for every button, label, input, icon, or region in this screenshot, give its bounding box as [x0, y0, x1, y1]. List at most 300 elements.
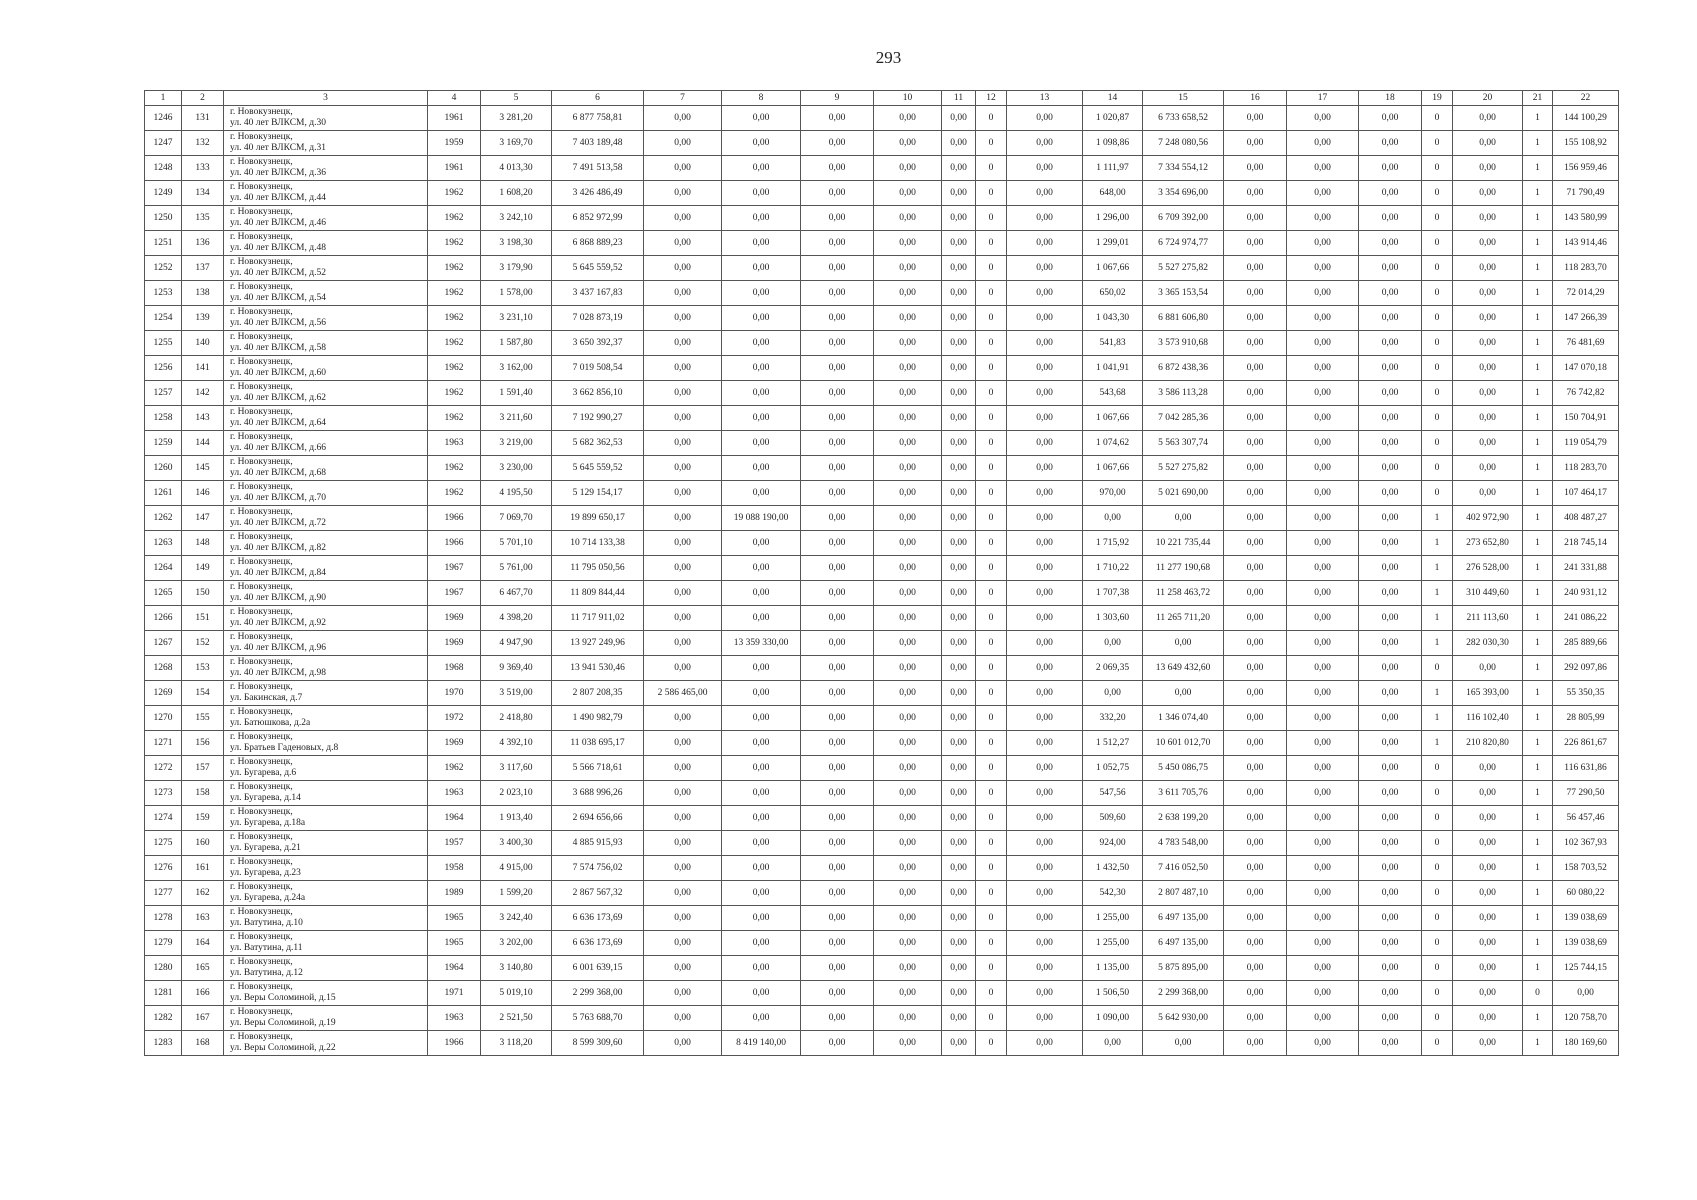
value-cell-col-15: 0,00 [1224, 806, 1287, 831]
address-city: г. Новокузнецк, [230, 157, 293, 167]
value-cell-col-6: 0,00 [644, 256, 722, 281]
value-cell-col-15: 0,00 [1224, 756, 1287, 781]
value-cell-col-3: 1963 [428, 431, 481, 456]
value-cell-col-13: 1 135,00 [1083, 956, 1143, 981]
value-cell-col-18: 0 [1422, 1006, 1453, 1031]
value-cell-col-21: 180 169,60 [1553, 1031, 1619, 1056]
address-cell [224, 206, 428, 231]
value-cell-col-21: 107 464,17 [1553, 481, 1619, 506]
value-cell-col-9: 0,00 [874, 256, 942, 281]
value-cell-col-5: 6 636 173,69 [552, 906, 644, 931]
table-row [145, 531, 1619, 556]
value-cell-col-7: 0,00 [722, 756, 801, 781]
value-cell-col-18: 1 [1422, 506, 1453, 531]
address-street: ул. 40 лет ВЛКСМ, д.96 [230, 643, 326, 653]
value-cell-col-11: 0 [976, 906, 1007, 931]
value-cell-col-12: 0,00 [1007, 956, 1083, 981]
value-cell-col-8: 0,00 [801, 706, 874, 731]
value-cell-col-13: 1 506,50 [1083, 981, 1143, 1006]
sub-number: 163 [182, 906, 224, 931]
sub-number: 168 [182, 1031, 224, 1056]
address-city: г. Новокузнецк, [230, 932, 293, 942]
value-cell-col-3: 1989 [428, 881, 481, 906]
address-cell [224, 106, 428, 131]
value-cell-col-3: 1961 [428, 156, 481, 181]
row-number: 1270 [145, 706, 182, 731]
value-cell-col-20: 1 [1523, 106, 1553, 131]
address-street: ул. Бугарева, д.23 [230, 868, 301, 878]
value-cell-col-20: 1 [1523, 156, 1553, 181]
value-cell-col-6: 0,00 [644, 981, 722, 1006]
sub-number: 165 [182, 956, 224, 981]
table-row [145, 556, 1619, 581]
value-cell-col-9: 0,00 [874, 406, 942, 431]
value-cell-col-14: 4 783 548,00 [1143, 831, 1224, 856]
value-cell-col-21: 156 959,46 [1553, 156, 1619, 181]
row-number: 1273 [145, 781, 182, 806]
address-street: ул. 40 лет ВЛКСМ, д.70 [230, 493, 326, 503]
value-cell-col-17: 0,00 [1359, 281, 1422, 306]
value-cell-col-16: 0,00 [1287, 131, 1359, 156]
value-cell-col-18: 0 [1422, 256, 1453, 281]
value-cell-col-10: 0,00 [942, 781, 976, 806]
address-cell [224, 356, 428, 381]
table-row [145, 906, 1619, 931]
value-cell-col-21: 158 703,52 [1553, 856, 1619, 881]
value-cell-col-6: 0,00 [644, 731, 722, 756]
value-cell-col-20: 1 [1523, 281, 1553, 306]
value-cell-col-21: 120 758,70 [1553, 1006, 1619, 1031]
value-cell-col-21: 118 283,70 [1553, 456, 1619, 481]
address-city: г. Новокузнецк, [230, 957, 293, 967]
table-row [145, 306, 1619, 331]
value-cell-col-16: 0,00 [1287, 256, 1359, 281]
value-cell-col-14: 0,00 [1143, 681, 1224, 706]
value-cell-col-3: 1962 [428, 356, 481, 381]
value-cell-col-18: 1 [1422, 631, 1453, 656]
address-street: ул. 40 лет ВЛКСМ, д.58 [230, 343, 326, 353]
value-cell-col-15: 0,00 [1224, 556, 1287, 581]
value-cell-col-16: 0,00 [1287, 281, 1359, 306]
value-cell-col-10: 0,00 [942, 106, 976, 131]
address-street: ул. 40 лет ВЛКСМ, д.72 [230, 518, 326, 528]
value-cell-col-10: 0,00 [942, 731, 976, 756]
value-cell-col-13: 547,56 [1083, 781, 1143, 806]
value-cell-col-6: 0,00 [644, 106, 722, 131]
address-street: ул. 40 лет ВЛКСМ, д.48 [230, 243, 326, 253]
value-cell-col-17: 0,00 [1359, 556, 1422, 581]
table-row [145, 781, 1619, 806]
value-cell-col-20: 1 [1523, 556, 1553, 581]
value-cell-col-9: 0,00 [874, 756, 942, 781]
value-cell-col-8: 0,00 [801, 731, 874, 756]
value-cell-col-7: 0,00 [722, 806, 801, 831]
sub-number: 167 [182, 1006, 224, 1031]
address-cell [224, 331, 428, 356]
address-street: ул. Братьев Гаденовых, д.8 [230, 743, 339, 753]
value-cell-col-15: 0,00 [1224, 506, 1287, 531]
value-cell-col-15: 0,00 [1224, 256, 1287, 281]
value-cell-col-8: 0,00 [801, 206, 874, 231]
table-row [145, 456, 1619, 481]
row-number: 1279 [145, 931, 182, 956]
value-cell-col-20: 1 [1523, 1031, 1553, 1056]
value-cell-col-7: 0,00 [722, 706, 801, 731]
value-cell-col-9: 0,00 [874, 581, 942, 606]
table-row [145, 381, 1619, 406]
value-cell-col-9: 0,00 [874, 306, 942, 331]
value-cell-col-9: 0,00 [874, 331, 942, 356]
address-cell [224, 256, 428, 281]
value-cell-col-16: 0,00 [1287, 481, 1359, 506]
value-cell-col-14: 11 277 190,68 [1143, 556, 1224, 581]
value-cell-col-5: 5 129 154,17 [552, 481, 644, 506]
address-city: г. Новокузнецк, [230, 207, 293, 217]
value-cell-col-4: 4 392,10 [481, 731, 552, 756]
value-cell-col-6: 0,00 [644, 656, 722, 681]
value-cell-col-16: 0,00 [1287, 931, 1359, 956]
value-cell-col-6: 0,00 [644, 481, 722, 506]
value-cell-col-21: 60 080,22 [1553, 881, 1619, 906]
value-cell-col-3: 1962 [428, 206, 481, 231]
value-cell-col-7: 0,00 [722, 556, 801, 581]
value-cell-col-3: 1969 [428, 631, 481, 656]
value-cell-col-18: 0 [1422, 181, 1453, 206]
value-cell-col-11: 0 [976, 956, 1007, 981]
value-cell-col-17: 0,00 [1359, 781, 1422, 806]
value-cell-col-15: 0,00 [1224, 381, 1287, 406]
sub-number: 164 [182, 931, 224, 956]
value-cell-col-8: 0,00 [801, 556, 874, 581]
value-cell-col-19: 0,00 [1453, 106, 1523, 131]
table-row [145, 856, 1619, 881]
sub-number: 150 [182, 581, 224, 606]
address-street: ул. 40 лет ВЛКСМ, д.84 [230, 568, 326, 578]
column-header-16: 16 [1224, 91, 1287, 106]
value-cell-col-18: 0 [1422, 656, 1453, 681]
value-cell-col-10: 0,00 [942, 506, 976, 531]
value-cell-col-18: 0 [1422, 381, 1453, 406]
value-cell-col-12: 0,00 [1007, 231, 1083, 256]
address-street: ул. Ватутина, д.10 [230, 918, 303, 928]
column-header-19: 19 [1422, 91, 1453, 106]
row-number: 1260 [145, 456, 182, 481]
address-city: г. Новокузнецк, [230, 807, 293, 817]
value-cell-col-12: 0,00 [1007, 506, 1083, 531]
value-cell-col-10: 0,00 [942, 631, 976, 656]
address-cell [224, 456, 428, 481]
value-cell-col-20: 1 [1523, 581, 1553, 606]
value-cell-col-4: 3 230,00 [481, 456, 552, 481]
value-cell-col-12: 0,00 [1007, 531, 1083, 556]
value-cell-col-14: 0,00 [1143, 631, 1224, 656]
value-cell-col-20: 1 [1523, 931, 1553, 956]
value-cell-col-15: 0,00 [1224, 831, 1287, 856]
value-cell-col-16: 0,00 [1287, 706, 1359, 731]
row-number: 1254 [145, 306, 182, 331]
value-cell-col-5: 6 636 173,69 [552, 931, 644, 956]
address-city: г. Новокузнецк, [230, 982, 293, 992]
value-cell-col-16: 0,00 [1287, 156, 1359, 181]
column-header-18: 18 [1359, 91, 1422, 106]
value-cell-col-15: 0,00 [1224, 356, 1287, 381]
value-cell-col-6: 0,00 [644, 756, 722, 781]
row-number: 1253 [145, 281, 182, 306]
value-cell-col-7: 0,00 [722, 781, 801, 806]
value-cell-col-14: 11 258 463,72 [1143, 581, 1224, 606]
value-cell-col-15: 0,00 [1224, 281, 1287, 306]
table-row [145, 331, 1619, 356]
value-cell-col-17: 0,00 [1359, 181, 1422, 206]
sub-number: 136 [182, 231, 224, 256]
value-cell-col-16: 0,00 [1287, 581, 1359, 606]
value-cell-col-8: 0,00 [801, 956, 874, 981]
value-cell-col-12: 0,00 [1007, 831, 1083, 856]
value-cell-col-8: 0,00 [801, 906, 874, 931]
sub-number: 159 [182, 806, 224, 831]
address-cell [224, 556, 428, 581]
value-cell-col-20: 1 [1523, 756, 1553, 781]
row-number: 1267 [145, 631, 182, 656]
value-cell-col-21: 71 790,49 [1553, 181, 1619, 206]
address-street: ул. Бугарева, д.18а [230, 818, 306, 828]
value-cell-col-13: 0,00 [1083, 506, 1143, 531]
address-street: ул. Веры Соломиной, д.15 [230, 993, 336, 1003]
address-cell [224, 156, 428, 181]
value-cell-col-7: 0,00 [722, 981, 801, 1006]
value-cell-col-3: 1966 [428, 1031, 481, 1056]
value-cell-col-3: 1967 [428, 581, 481, 606]
value-cell-col-8: 0,00 [801, 531, 874, 556]
table-row [145, 581, 1619, 606]
address-street: ул. 40 лет ВЛКСМ, д.46 [230, 218, 326, 228]
value-cell-col-16: 0,00 [1287, 956, 1359, 981]
value-cell-col-7: 0,00 [722, 331, 801, 356]
value-cell-col-13: 1 710,22 [1083, 556, 1143, 581]
value-cell-col-12: 0,00 [1007, 656, 1083, 681]
value-cell-col-21: 241 086,22 [1553, 606, 1619, 631]
value-cell-col-9: 0,00 [874, 881, 942, 906]
value-cell-col-8: 0,00 [801, 681, 874, 706]
value-cell-col-18: 0 [1422, 206, 1453, 231]
value-cell-col-19: 0,00 [1453, 331, 1523, 356]
value-cell-col-21: 147 266,39 [1553, 306, 1619, 331]
value-cell-col-12: 0,00 [1007, 606, 1083, 631]
value-cell-col-5: 11 717 911,02 [552, 606, 644, 631]
table-row [145, 631, 1619, 656]
value-cell-col-6: 0,00 [644, 406, 722, 431]
value-cell-col-12: 0,00 [1007, 556, 1083, 581]
address-city: г. Новокузнецк, [230, 407, 293, 417]
value-cell-col-14: 2 638 199,20 [1143, 806, 1224, 831]
value-cell-col-14: 7 248 080,56 [1143, 131, 1224, 156]
value-cell-col-4: 1 608,20 [481, 181, 552, 206]
address-cell [224, 406, 428, 431]
address-street: ул. 40 лет ВЛКСМ, д.56 [230, 318, 326, 328]
value-cell-col-3: 1958 [428, 856, 481, 881]
value-cell-col-21: 125 744,15 [1553, 956, 1619, 981]
value-cell-col-15: 0,00 [1224, 706, 1287, 731]
value-cell-col-8: 0,00 [801, 181, 874, 206]
row-number: 1259 [145, 431, 182, 456]
value-cell-col-19: 0,00 [1453, 181, 1523, 206]
value-cell-col-5: 2 694 656,66 [552, 806, 644, 831]
value-cell-col-3: 1962 [428, 481, 481, 506]
value-cell-col-6: 0,00 [644, 381, 722, 406]
sub-number: 155 [182, 706, 224, 731]
row-number: 1248 [145, 156, 182, 181]
value-cell-col-19: 0,00 [1453, 206, 1523, 231]
value-cell-col-4: 3 242,10 [481, 206, 552, 231]
value-cell-col-19: 402 972,90 [1453, 506, 1523, 531]
value-cell-col-12: 0,00 [1007, 356, 1083, 381]
value-cell-col-14: 6 733 658,52 [1143, 106, 1224, 131]
value-cell-col-4: 3 202,00 [481, 931, 552, 956]
table-row [145, 206, 1619, 231]
address-city: г. Новокузнецк, [230, 232, 293, 242]
row-number: 1258 [145, 406, 182, 431]
value-cell-col-15: 0,00 [1224, 781, 1287, 806]
value-cell-col-17: 0,00 [1359, 431, 1422, 456]
value-cell-col-19: 0,00 [1453, 381, 1523, 406]
value-cell-col-19: 0,00 [1453, 906, 1523, 931]
value-cell-col-3: 1965 [428, 906, 481, 931]
value-cell-col-18: 0 [1422, 106, 1453, 131]
address-street: ул. Бугарева, д.24а [230, 893, 306, 903]
value-cell-col-10: 0,00 [942, 331, 976, 356]
address-cell [224, 306, 428, 331]
value-cell-col-9: 0,00 [874, 606, 942, 631]
sub-number: 148 [182, 531, 224, 556]
value-cell-col-13: 1 299,01 [1083, 231, 1143, 256]
value-cell-col-5: 4 885 915,93 [552, 831, 644, 856]
value-cell-col-4: 5 019,10 [481, 981, 552, 1006]
value-cell-col-21: 76 742,82 [1553, 381, 1619, 406]
value-cell-col-21: 76 481,69 [1553, 331, 1619, 356]
value-cell-col-8: 0,00 [801, 356, 874, 381]
table-row [145, 406, 1619, 431]
value-cell-col-14: 3 573 910,68 [1143, 331, 1224, 356]
value-cell-col-7: 0,00 [722, 931, 801, 956]
value-cell-col-7: 13 359 330,00 [722, 631, 801, 656]
value-cell-col-14: 6 709 392,00 [1143, 206, 1224, 231]
column-header-9: 9 [801, 91, 874, 106]
value-cell-col-10: 0,00 [942, 256, 976, 281]
address-cell [224, 756, 428, 781]
value-cell-col-19: 0,00 [1453, 756, 1523, 781]
value-cell-col-20: 1 [1523, 331, 1553, 356]
value-cell-col-6: 0,00 [644, 1006, 722, 1031]
value-cell-col-11: 0 [976, 981, 1007, 1006]
value-cell-col-4: 3 198,30 [481, 231, 552, 256]
value-cell-col-10: 0,00 [942, 981, 976, 1006]
sub-number: 132 [182, 131, 224, 156]
value-cell-col-9: 0,00 [874, 181, 942, 206]
value-cell-col-21: 139 038,69 [1553, 906, 1619, 931]
value-cell-col-12: 0,00 [1007, 806, 1083, 831]
value-cell-col-15: 0,00 [1224, 481, 1287, 506]
value-cell-col-16: 0,00 [1287, 831, 1359, 856]
value-cell-col-13: 542,30 [1083, 881, 1143, 906]
table-row [145, 281, 1619, 306]
value-cell-col-11: 0 [976, 831, 1007, 856]
value-cell-col-21: 150 704,91 [1553, 406, 1619, 431]
column-header-3: 3 [224, 91, 428, 106]
value-cell-col-7: 0,00 [722, 831, 801, 856]
value-cell-col-19: 0,00 [1453, 956, 1523, 981]
value-cell-col-15: 0,00 [1224, 606, 1287, 631]
address-street: ул. Бугарева, д.21 [230, 843, 301, 853]
value-cell-col-6: 0,00 [644, 856, 722, 881]
value-cell-col-7: 0,00 [722, 306, 801, 331]
value-cell-col-6: 0,00 [644, 156, 722, 181]
value-cell-col-12: 0,00 [1007, 781, 1083, 806]
value-cell-col-18: 0 [1422, 1031, 1453, 1056]
value-cell-col-17: 0,00 [1359, 681, 1422, 706]
value-cell-col-11: 0 [976, 1006, 1007, 1031]
value-cell-col-11: 0 [976, 931, 1007, 956]
value-cell-col-5: 6 868 889,23 [552, 231, 644, 256]
value-cell-col-3: 1957 [428, 831, 481, 856]
value-cell-col-9: 0,00 [874, 856, 942, 881]
value-cell-col-11: 0 [976, 556, 1007, 581]
value-cell-col-19: 0,00 [1453, 1031, 1523, 1056]
value-cell-col-16: 0,00 [1287, 781, 1359, 806]
value-cell-col-8: 0,00 [801, 231, 874, 256]
value-cell-col-11: 0 [976, 506, 1007, 531]
value-cell-col-3: 1962 [428, 756, 481, 781]
value-cell-col-16: 0,00 [1287, 531, 1359, 556]
value-cell-col-16: 0,00 [1287, 106, 1359, 131]
value-cell-col-15: 0,00 [1224, 131, 1287, 156]
value-cell-col-14: 10 221 735,44 [1143, 531, 1224, 556]
value-cell-col-19: 0,00 [1453, 656, 1523, 681]
address-street: ул. Ватутина, д.12 [230, 968, 303, 978]
value-cell-col-19: 0,00 [1453, 456, 1523, 481]
value-cell-col-3: 1962 [428, 306, 481, 331]
value-cell-col-4: 4 947,90 [481, 631, 552, 656]
value-cell-col-8: 0,00 [801, 306, 874, 331]
column-header-7: 7 [644, 91, 722, 106]
value-cell-col-4: 1 578,00 [481, 281, 552, 306]
value-cell-col-13: 1 067,66 [1083, 256, 1143, 281]
value-cell-col-8: 0,00 [801, 856, 874, 881]
address-city: г. Новокузнецк, [230, 482, 293, 492]
value-cell-col-16: 0,00 [1287, 231, 1359, 256]
value-cell-col-19: 0,00 [1453, 831, 1523, 856]
value-cell-col-19: 0,00 [1453, 431, 1523, 456]
value-cell-col-20: 1 [1523, 356, 1553, 381]
address-cell [224, 506, 428, 531]
value-cell-col-18: 0 [1422, 331, 1453, 356]
table-row [145, 956, 1619, 981]
address-city: г. Новокузнецк, [230, 632, 293, 642]
table-row [145, 106, 1619, 131]
table-row [145, 831, 1619, 856]
value-cell-col-14: 5 527 275,82 [1143, 456, 1224, 481]
address-cell [224, 481, 428, 506]
address-city: г. Новокузнецк, [230, 907, 293, 917]
value-cell-col-13: 1 067,66 [1083, 456, 1143, 481]
value-cell-col-14: 6 724 974,77 [1143, 231, 1224, 256]
value-cell-col-16: 0,00 [1287, 631, 1359, 656]
value-cell-col-12: 0,00 [1007, 431, 1083, 456]
value-cell-col-9: 0,00 [874, 281, 942, 306]
value-cell-col-19: 0,00 [1453, 981, 1523, 1006]
value-cell-col-3: 1966 [428, 506, 481, 531]
value-cell-col-3: 1970 [428, 681, 481, 706]
value-cell-col-11: 0 [976, 181, 1007, 206]
